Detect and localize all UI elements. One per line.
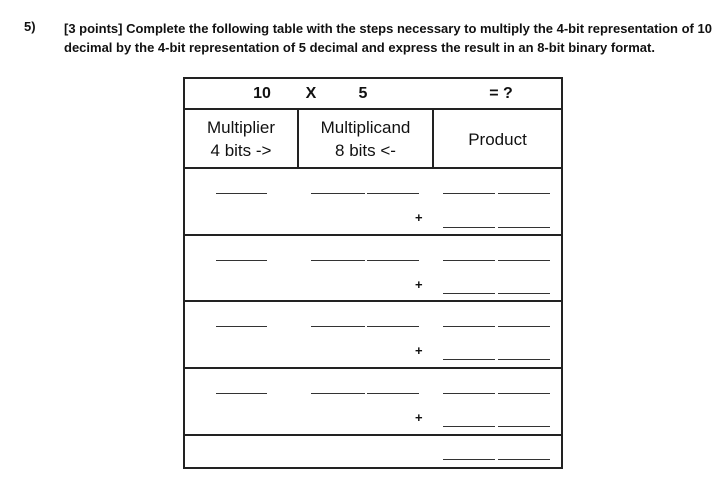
product-blank-low[interactable] <box>498 193 550 194</box>
column-multiplier-title: Multiplier <box>206 118 276 137</box>
table-rule-step-4 <box>183 434 563 436</box>
multiplier-blank[interactable] <box>216 193 267 194</box>
header-operand-5: 5 <box>358 85 368 102</box>
plus-sign: + <box>415 410 423 425</box>
column-product: Product <box>468 130 527 149</box>
table-rule-step-1 <box>183 234 563 236</box>
multiplicand-blank-high[interactable] <box>311 260 365 261</box>
sum-blank-high[interactable] <box>443 293 495 294</box>
multiplicand-blank-high[interactable] <box>311 326 365 327</box>
table-rule-header <box>183 108 563 110</box>
product-blank-low[interactable] <box>498 393 550 394</box>
question-text <box>64 19 712 57</box>
product-blank-high[interactable] <box>443 393 495 394</box>
question-number: 5) <box>24 19 36 34</box>
sum-blank-high[interactable] <box>443 227 495 228</box>
column-multiplicand <box>299 116 432 162</box>
product-blank-low[interactable] <box>498 260 550 261</box>
multiplier-blank[interactable] <box>216 326 267 327</box>
table-rule-step-3 <box>183 367 563 369</box>
column-multiplicand-title: Multiplicand <box>320 118 411 137</box>
product-blank-high[interactable] <box>443 326 495 327</box>
plus-sign: + <box>415 210 423 225</box>
sum-blank-high[interactable] <box>443 359 495 360</box>
table-rule-step-2 <box>183 300 563 302</box>
header-result: = ? <box>489 85 513 102</box>
question-text-line-2: decimal by the 4-bit representation of 5 decimal and express the result in an 8-bit binary format. <box>64 40 655 55</box>
sum-blank-low[interactable] <box>498 359 550 360</box>
multiplicand-blank-low[interactable] <box>367 260 419 261</box>
multiplier-blank[interactable] <box>216 260 267 261</box>
column-multiplier-note: 4 bits -> <box>210 141 272 160</box>
final-product-blank-low[interactable] <box>498 459 550 460</box>
multiplicand-blank-low[interactable] <box>367 326 419 327</box>
product-blank-low[interactable] <box>498 326 550 327</box>
header-operand-10: 10 <box>253 85 271 102</box>
product-blank-high[interactable] <box>443 260 495 261</box>
multiplicand-blank-low[interactable] <box>367 193 419 194</box>
multiplicand-blank-high[interactable] <box>311 193 365 194</box>
column-multiplicand-note: 8 bits <- <box>335 141 396 160</box>
header-operator: X <box>305 85 317 102</box>
plus-sign: + <box>415 277 423 292</box>
sum-blank-low[interactable] <box>498 293 550 294</box>
multiplier-blank[interactable] <box>216 393 267 394</box>
sum-blank-low[interactable] <box>498 227 550 228</box>
final-product-blank-high[interactable] <box>443 459 495 460</box>
question-text-line-1: [3 points] Complete the following table with the steps necessary to multiply the 4-bit representation of 10 <box>64 21 712 36</box>
sum-blank-high[interactable] <box>443 426 495 427</box>
multiplicand-blank-low[interactable] <box>367 393 419 394</box>
product-blank-high[interactable] <box>443 193 495 194</box>
table-rule-columns <box>183 167 563 169</box>
plus-sign: + <box>415 343 423 358</box>
column-multiplier <box>185 116 297 162</box>
multiplicand-blank-high[interactable] <box>311 393 365 394</box>
sum-blank-low[interactable] <box>498 426 550 427</box>
